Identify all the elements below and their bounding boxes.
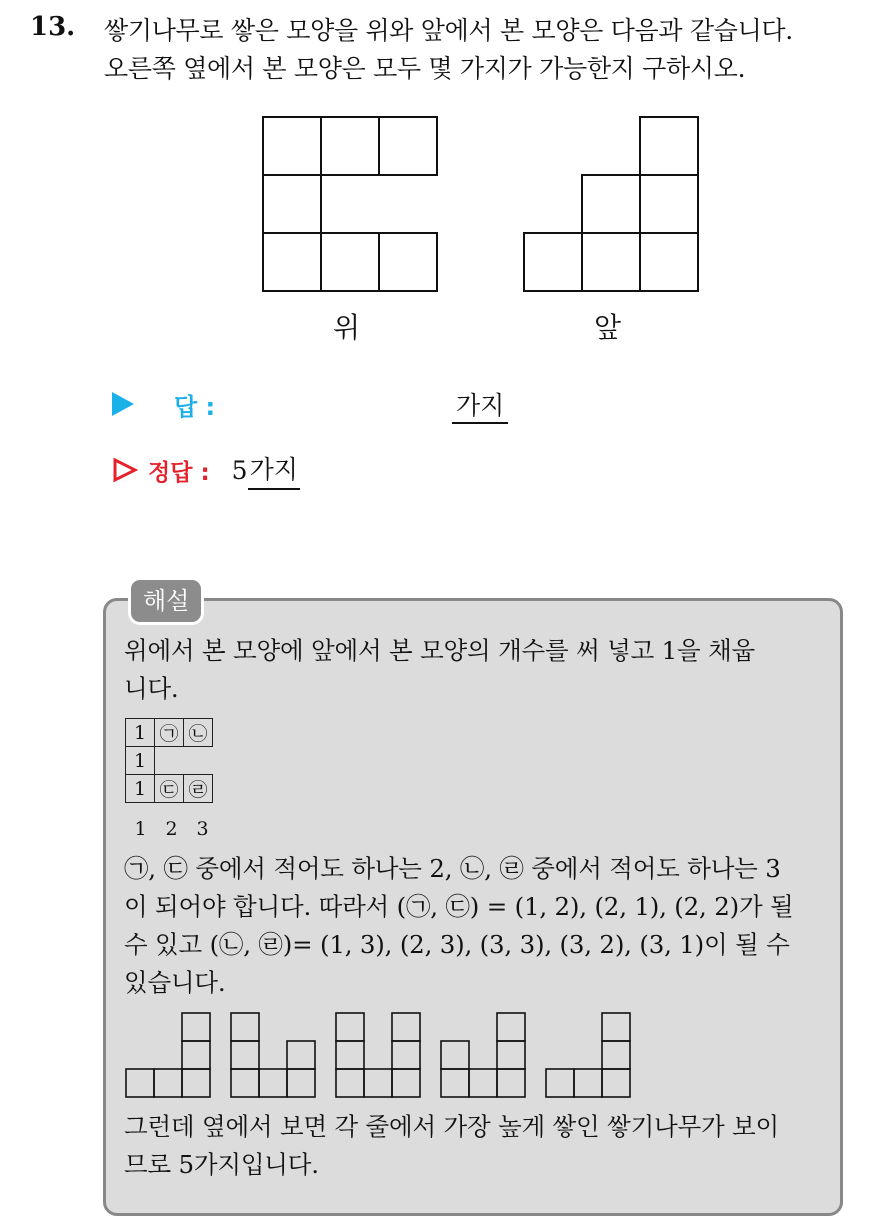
explanation-paragraph-3: [124, 1108, 829, 1184]
side-view-cube: [287, 1069, 315, 1097]
column-number: 3: [196, 818, 209, 840]
side-view-cube: [392, 1069, 420, 1097]
side-view-cube: [182, 1069, 210, 1097]
answer-row: [112, 384, 215, 424]
column-number: 2: [165, 818, 178, 840]
answer-label: 답 :: [174, 392, 216, 421]
table-cell-empty: [184, 747, 213, 775]
column-number: 1: [134, 818, 147, 840]
play-icon: [112, 392, 134, 416]
table-cell: ㉢: [155, 775, 184, 803]
top-view-label: 위: [333, 311, 361, 344]
question-line-1: 쌓기나무로 쌓은 모양을 위와 앞에서 본 모양은 다음과 같습니다.: [104, 16, 793, 45]
outline-play-icon: [112, 457, 138, 483]
side-view-cube: [231, 1013, 259, 1041]
side-view-option: [231, 1013, 315, 1097]
front-view-cell: [640, 117, 698, 175]
top-view-cell: [263, 233, 321, 291]
correct-answer-row: [112, 450, 300, 490]
side-view-option: [126, 1013, 210, 1097]
side-view-cube: [364, 1069, 392, 1097]
top-view-cell: [263, 117, 321, 175]
side-view-cube: [497, 1069, 525, 1097]
explanation-line: 위에서 본 모양에 앞에서 본 모양의 개수를 써 넣고 1을 채웁: [124, 636, 756, 665]
top-view-cell: [379, 117, 437, 175]
side-view-option: [441, 1013, 525, 1097]
side-view-cube: [441, 1069, 469, 1097]
question-line-2: 오른쪽 옆에서 본 모양은 모두 몇 가지가 가능한지 구하시오.: [104, 54, 746, 83]
side-view-cube: [469, 1069, 497, 1097]
side-view-cube: [126, 1069, 154, 1097]
table-cell: ㉣: [184, 775, 213, 803]
side-view-cube: [336, 1013, 364, 1041]
side-view-cube: [497, 1041, 525, 1069]
side-view-cube: [546, 1069, 574, 1097]
question-text: [104, 12, 874, 88]
top-view-figure: [258, 112, 448, 302]
table-cell: ㉠: [155, 719, 184, 747]
correct-answer-label: 정답 :: [148, 459, 210, 486]
explanation-line: 이 되어야 합니다. 따라서 (㉠, ㉢) = (1, 2), (2, 1), (2, 2)가 될: [124, 892, 794, 921]
table-cell: 1: [126, 747, 155, 775]
front-view-cell: [640, 175, 698, 233]
side-view-option: [546, 1013, 630, 1097]
correct-answer-unit: 가지: [248, 450, 300, 490]
table-cell-empty: [155, 747, 184, 775]
side-view-cube: [602, 1041, 630, 1069]
explanation-tag: 해설: [128, 577, 204, 625]
explanation-line: 니다.: [124, 674, 179, 703]
front-view-cell: [582, 233, 640, 291]
side-view-cube: [497, 1013, 525, 1041]
explanation-line: 그런데 옆에서 보면 각 줄에서 가장 높게 쌓인 쌓기나무가 보이: [124, 1112, 779, 1141]
front-view-cell: [582, 175, 640, 233]
side-view-cube: [336, 1069, 364, 1097]
side-view-cube: [182, 1013, 210, 1041]
front-view-label: 앞: [594, 311, 622, 344]
table-cell: 1: [126, 719, 155, 747]
side-view-cube: [441, 1041, 469, 1069]
top-view-cell: [321, 117, 379, 175]
front-view-cell: [524, 233, 582, 291]
table-cell: ㉡: [184, 719, 213, 747]
top-view-cell: [379, 233, 437, 291]
explanation-line: 므로 5가지입니다.: [124, 1150, 319, 1179]
explanation-line: ㉠, ㉢ 중에서 적어도 하나는 2, ㉡, ㉣ 중에서 적어도 하나는 3: [124, 854, 781, 883]
front-view-cell: [640, 233, 698, 291]
top-view-cell: [321, 233, 379, 291]
side-view-cube: [392, 1013, 420, 1041]
side-view-cube: [392, 1041, 420, 1069]
side-view-cube: [182, 1041, 210, 1069]
side-view-options: [122, 1008, 642, 1104]
explanation-paragraph-2: [124, 850, 829, 1002]
side-view-cube: [602, 1013, 630, 1041]
side-view-option: [336, 1013, 420, 1097]
side-view-cube: [287, 1041, 315, 1069]
side-view-cube: [602, 1069, 630, 1097]
explanation-line: 있습니다.: [124, 968, 226, 997]
side-view-cube: [231, 1069, 259, 1097]
front-view-figure: [519, 112, 709, 302]
correct-answer-value: 5: [231, 455, 248, 485]
side-view-cube: [259, 1069, 287, 1097]
column-numbers: [125, 818, 218, 840]
answer-unit: 가지: [452, 391, 508, 424]
table-cell: 1: [126, 775, 155, 803]
explanation-line: 수 있고 (㉡, ㉣)= (1, 3), (2, 3), (3, 3), (3, 2), (3, 1)이 될 수: [124, 930, 790, 959]
question-number: 13.: [30, 12, 76, 42]
top-view-cell: [263, 175, 321, 233]
explanation-paragraph-1: [124, 632, 829, 708]
side-view-cube: [231, 1041, 259, 1069]
side-view-cube: [574, 1069, 602, 1097]
side-view-cube: [154, 1069, 182, 1097]
answer-unit-wrap: [452, 386, 508, 422]
side-view-cube: [336, 1041, 364, 1069]
count-table: [125, 718, 213, 803]
